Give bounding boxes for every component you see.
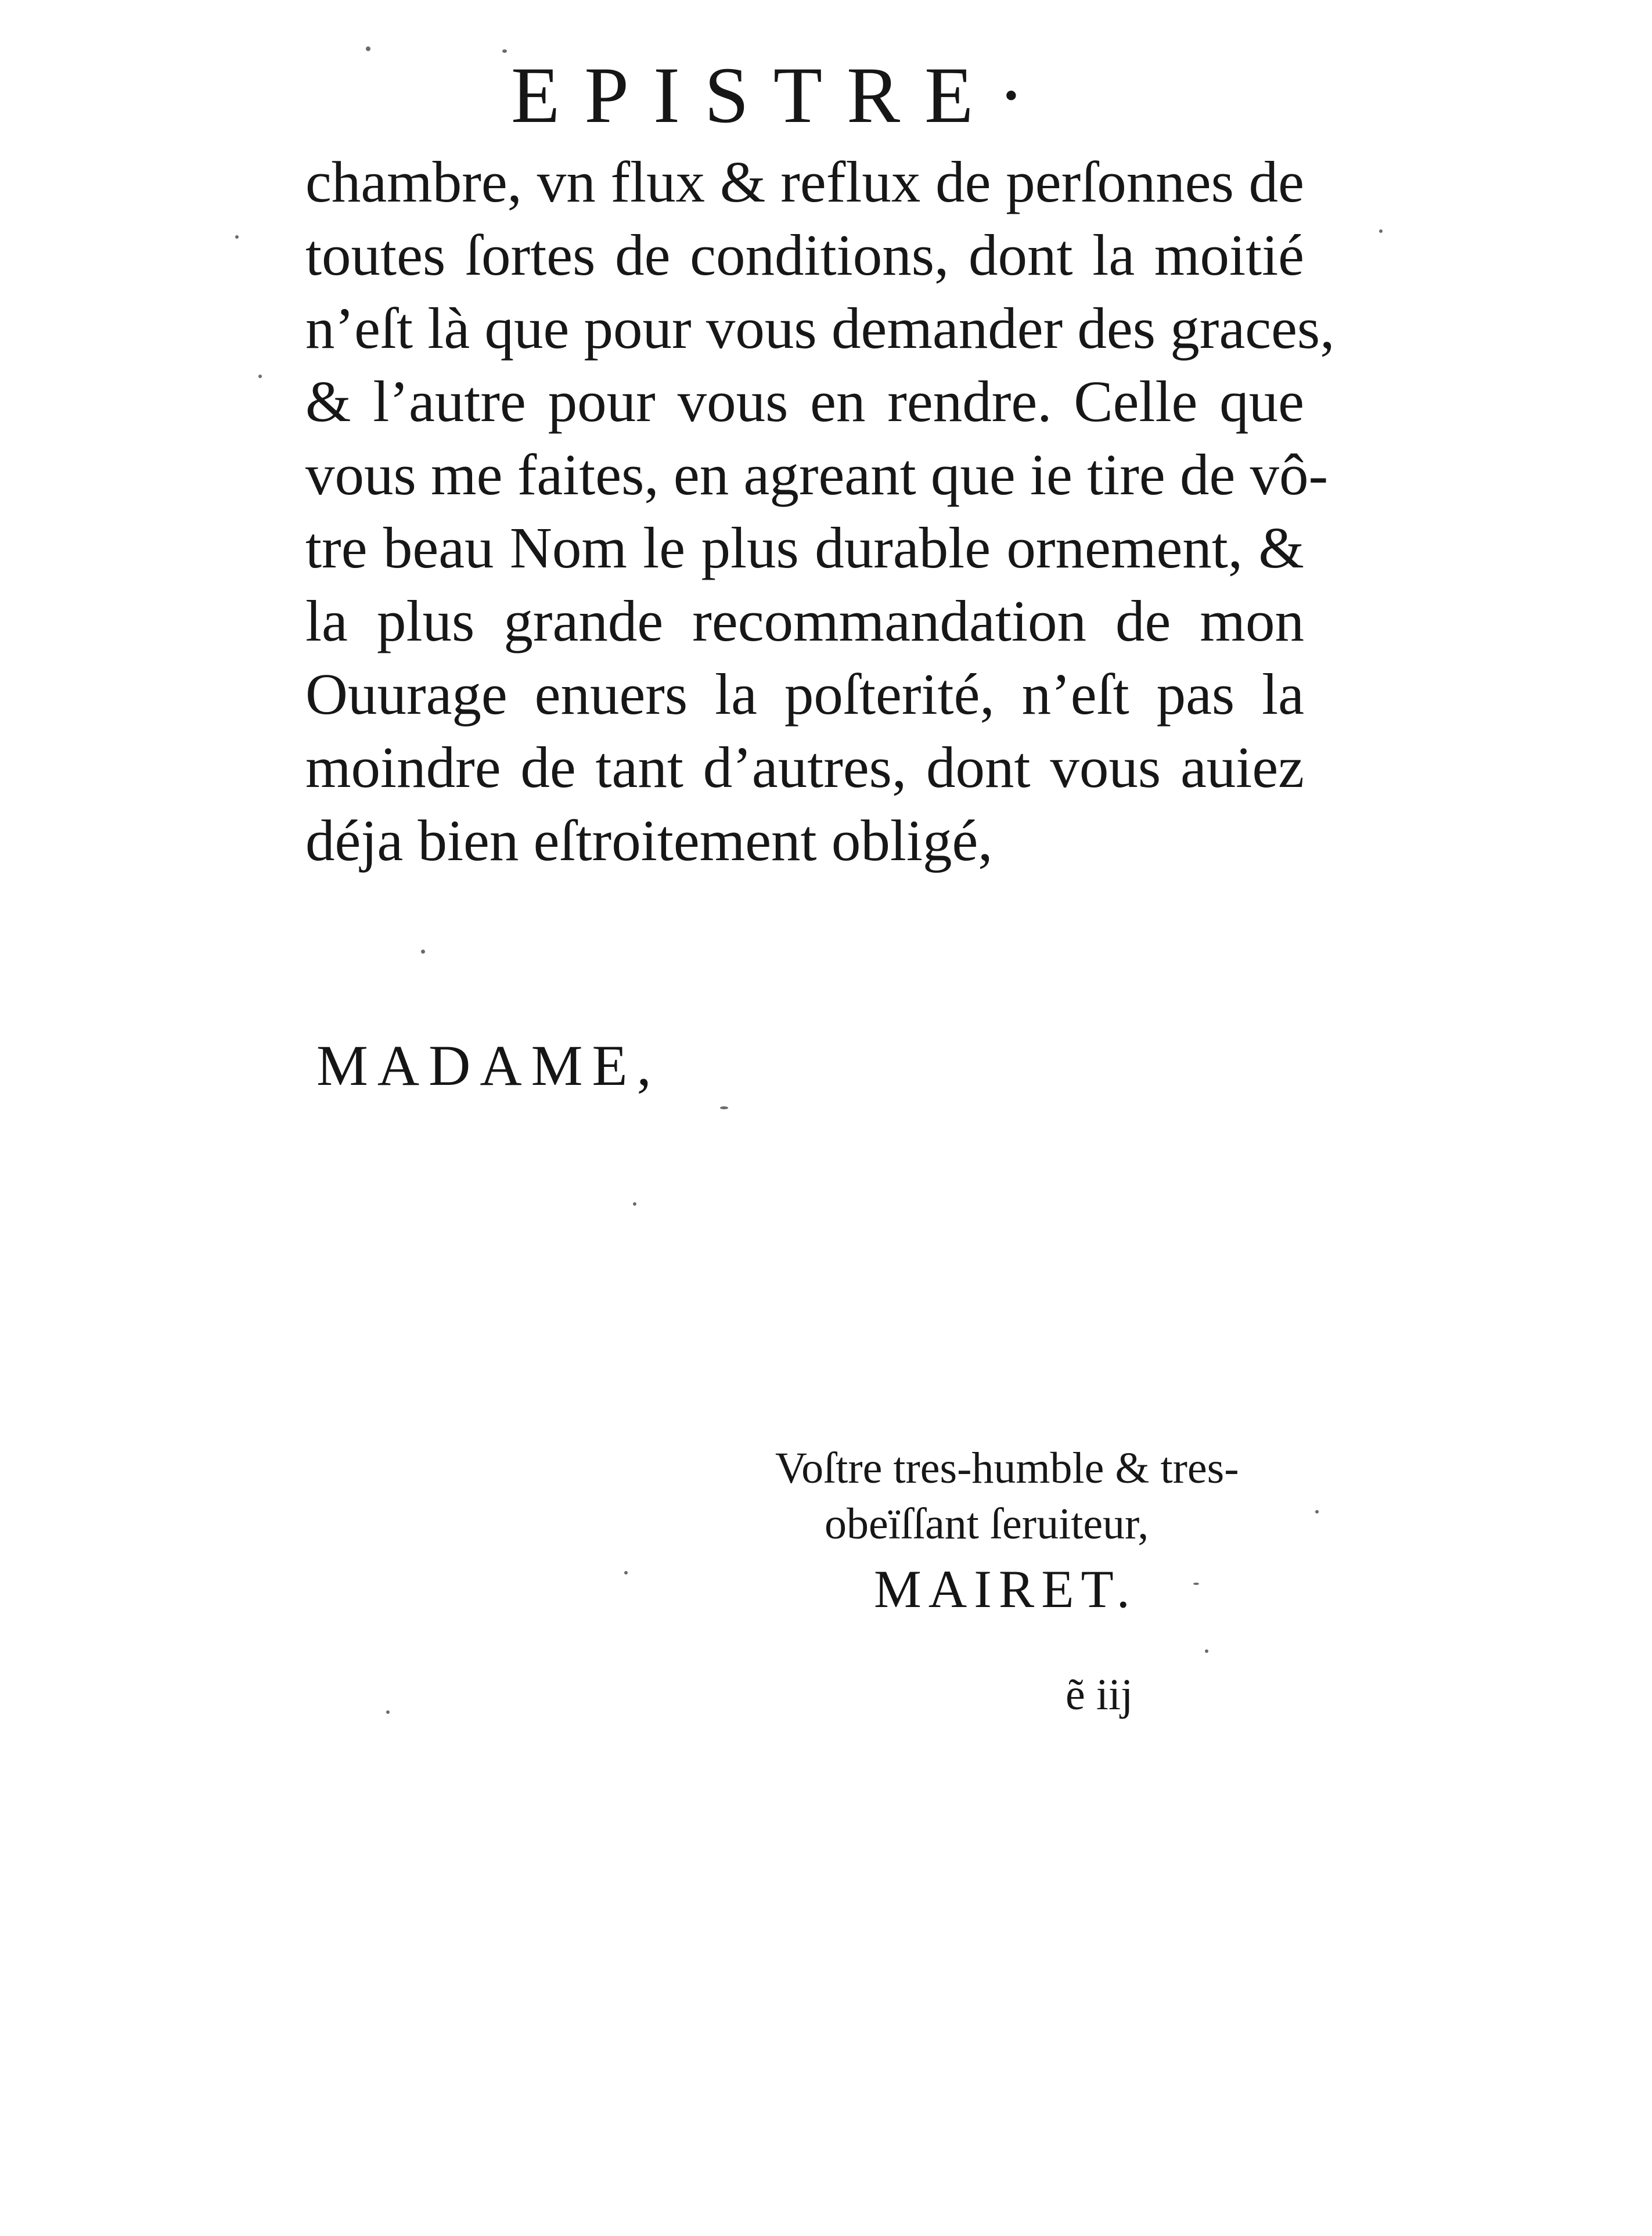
body-line: toutes ſortes de conditions, dont la moitié — [305, 222, 1304, 287]
print-speck — [386, 1710, 390, 1714]
print-speck — [1379, 229, 1383, 233]
print-speck — [235, 235, 239, 239]
print-speck — [1205, 1649, 1208, 1653]
body-line: tre beau Nom le plus durable ornement, & — [305, 515, 1304, 580]
body-line: moindre de tant d’autres, dont vous auiez — [305, 735, 1304, 800]
print-speck — [502, 49, 507, 53]
body-line: vous me faites, en agreant que ie tire de vô- — [305, 442, 1329, 507]
print-speck — [1193, 1583, 1199, 1585]
print-speck — [720, 1106, 728, 1109]
print-speck — [624, 1571, 628, 1574]
signature-mark: ẽ iij — [1066, 1670, 1133, 1719]
body-line: n’eſt là que pour vous demander des graces, — [305, 296, 1335, 361]
closing-line: obeïſſant ſeruiteur, — [825, 1500, 1149, 1548]
print-speck — [258, 375, 262, 378]
body-line: la plus grande recommandation de mon — [305, 588, 1304, 653]
body-paragraph — [305, 145, 1335, 877]
body-line: chambre, vn flux & reflux de perſonnes de — [305, 149, 1304, 214]
print-speck — [421, 950, 425, 954]
closing-line: Voſtre tres-humble & tres- — [775, 1444, 1239, 1493]
print-speck — [633, 1202, 636, 1206]
running-head: EPISTRE· — [511, 51, 1049, 139]
body-line: Ouurage enuers la poſterité, n’eſt pas la — [305, 662, 1304, 727]
print-speck — [366, 46, 370, 51]
print-speck — [1315, 1510, 1319, 1514]
body-line: déja bien eſtroitement obligé, — [305, 808, 993, 873]
salutation: MADAME, — [316, 1033, 661, 1098]
body-line: & l’autre pour vous en rendre. Celle que — [305, 369, 1304, 434]
closing-formula — [775, 1440, 1239, 1552]
signature: MAIRET. — [874, 1559, 1137, 1619]
